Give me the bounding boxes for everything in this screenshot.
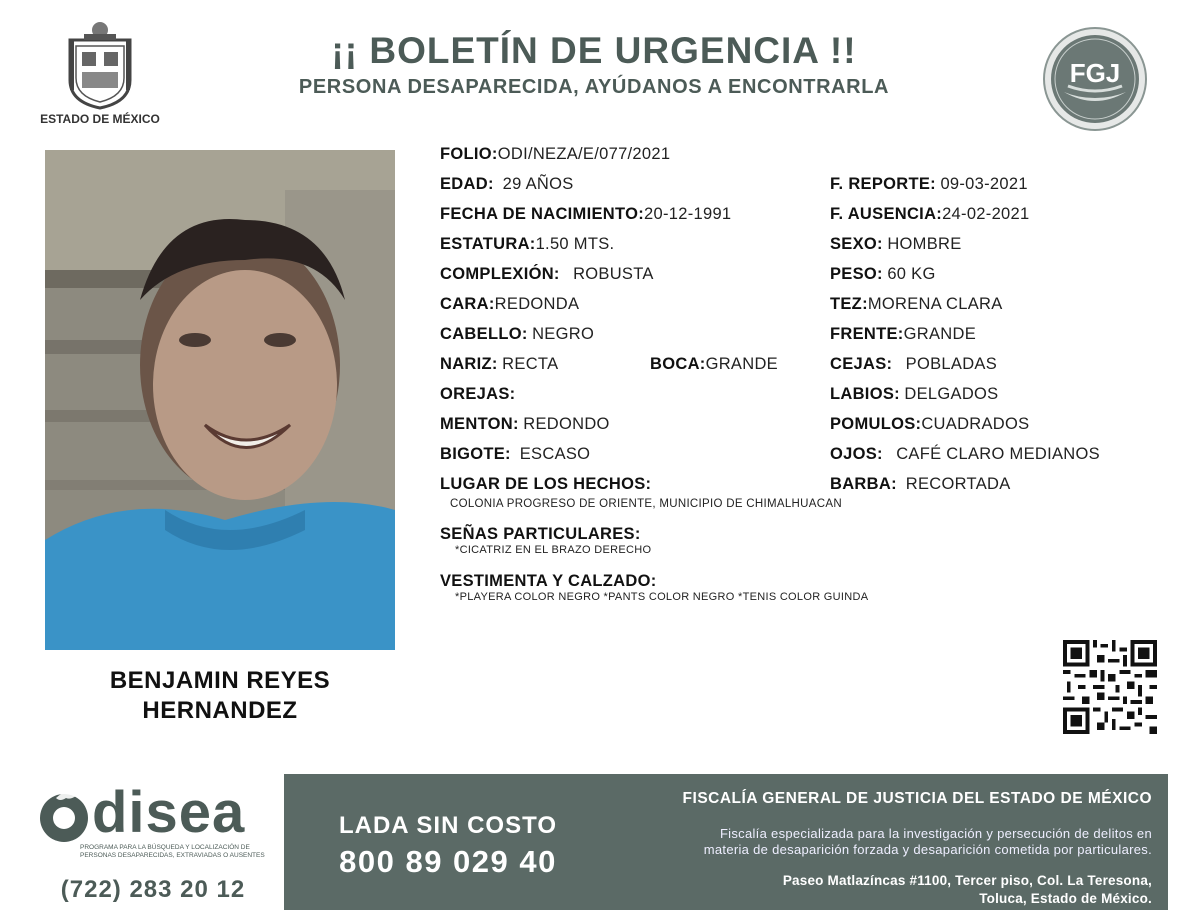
field-nariz [440, 353, 558, 375]
field-pomulos [830, 413, 1029, 435]
fgj-logo-text: FGJ [1069, 58, 1121, 88]
fgj-desc-line1: Fiscalía especializada para la investigación y persecución de delitos en [719, 826, 1152, 841]
fgj-desc-line2: materia de desaparición forzada y desaparición cometida por particulares. [703, 842, 1152, 857]
field-peso [830, 263, 936, 285]
labios-value: DELGADOS [904, 385, 999, 403]
lugar-value: COLONIA PROGRESO DE ORIENTE, MUNICIPIO DE CHIMALHUACAN [450, 498, 842, 510]
peso-value: 60 KG [887, 265, 936, 283]
address-line1: Paseo Matlazíncas #1100, Tercer piso, Col. La Teresona, [782, 873, 1152, 888]
field-menton [440, 413, 610, 435]
lugar-label: LUGAR DE LOS HECHOS: [440, 475, 652, 493]
estatura-value: 1.50 MTS. [535, 235, 615, 253]
odisea-tagline: PROGRAMA PARA LA BÚSQUEDA Y LOCALIZACIÓN DE PERSONAS DESAPARECIDAS, EXTRAVIADAS O AUSENTES [80, 844, 265, 859]
odisea-map-pin-icon [36, 788, 96, 848]
cara-value: REDONDA [494, 295, 580, 313]
fgj-footer-address [590, 872, 1152, 908]
field-bigote [440, 443, 590, 465]
fgj-footer-description [590, 826, 1152, 858]
pomulos-value: CUADRADOS [921, 415, 1030, 433]
field-frente [830, 323, 976, 345]
barba-value: RECORTADA [905, 475, 1011, 493]
person-name [45, 666, 395, 726]
field-senas-label [440, 523, 641, 545]
field-f-ausencia [830, 203, 1029, 225]
complexion-label: COMPLEXIÓN: [440, 265, 560, 283]
qr-code[interactable] [1063, 640, 1157, 734]
cabello-label: CABELLO: [440, 325, 528, 343]
menton-value: REDONDO [523, 415, 610, 433]
field-orejas [440, 383, 515, 405]
complexion-value: ROBUSTA [573, 265, 654, 283]
f-reporte-value: 09-03-2021 [940, 175, 1028, 193]
lada-phone-number[interactable]: 800 89 029 40 [339, 844, 557, 879]
fecha-nacimiento-label: FECHA DE NACIMIENTO: [440, 205, 644, 223]
boca-label: BOCA: [650, 355, 706, 373]
odisea-logo [36, 780, 276, 872]
state-logo-caption: ESTADO DE MÉXICO [40, 112, 160, 126]
cabello-value: NEGRO [532, 325, 595, 343]
nariz-value: RECTA [502, 355, 559, 373]
frente-value: GRANDE [903, 325, 977, 343]
field-folio [440, 143, 670, 165]
vestimenta-value: *PLAYERA COLOR NEGRO *PANTS COLOR NEGRO *TENIS COLOR GUINDA [455, 591, 869, 603]
lada-label: LADA SIN COSTO [338, 812, 557, 839]
senas-value: *CICATRIZ EN EL BRAZO DERECHO [455, 544, 652, 556]
folio-label: FOLIO: [440, 145, 498, 163]
labios-label: LABIOS: [830, 385, 900, 403]
field-ojos [830, 443, 1100, 465]
boca-value: GRANDE [705, 355, 778, 373]
fgj-seal-logo [1042, 26, 1148, 132]
edad-value: 29 AÑOS [502, 175, 574, 193]
field-labios [830, 383, 998, 405]
bigote-value: ESCASO [519, 445, 591, 463]
field-cara [440, 293, 579, 315]
tez-value: MORENA CLARA [867, 295, 1003, 313]
sexo-label: SEXO: [830, 235, 883, 253]
field-barba [830, 473, 1011, 495]
cejas-label: CEJAS: [830, 355, 893, 373]
folio-value: ODI/NEZA/E/077/2021 [497, 145, 671, 163]
ojos-value: CAFÉ CLARO MEDIANOS [896, 445, 1100, 463]
field-cabello [440, 323, 594, 345]
f-reporte-label: F. REPORTE: [830, 175, 936, 193]
field-cejas [830, 353, 997, 375]
field-fecha-nacimiento [440, 203, 731, 225]
barba-label: BARBA: [830, 475, 897, 493]
odisea-phone[interactable]: (722) 283 20 12 [60, 876, 246, 903]
odisea-brand: disea [92, 780, 246, 845]
tez-label: TEZ: [830, 295, 868, 313]
edad-label: EDAD: [440, 175, 494, 193]
field-complexion [440, 263, 654, 285]
field-estatura [440, 233, 614, 255]
frente-label: FRENTE: [830, 325, 904, 343]
senas-label: SEÑAS PARTICULARES: [440, 525, 641, 543]
peso-label: PESO: [830, 265, 883, 283]
orejas-label: OREJAS: [440, 385, 516, 403]
field-edad [440, 173, 574, 195]
fecha-nacimiento-value: 20-12-1991 [644, 205, 732, 223]
field-vestimenta-label [440, 570, 657, 592]
field-lugar-label [440, 473, 651, 495]
fgj-footer-title: FISCALÍA GENERAL DE JUSTICIA DEL ESTADO DE MÉXICO [682, 790, 1152, 807]
bigote-label: BIGOTE: [440, 445, 511, 463]
menton-label: MENTON: [440, 415, 519, 433]
f-ausencia-value: 24-02-2021 [942, 205, 1030, 223]
bulletin-subtitle: PERSONA DESAPARECIDA, AYÚDANOS A ENCONTRARLA [298, 76, 890, 98]
pomulos-label: POMULOS: [830, 415, 922, 433]
person-name-line1: BENJAMIN REYES [109, 667, 331, 694]
f-ausencia-label: F. AUSENCIA: [830, 205, 943, 223]
nariz-label: NARIZ: [440, 355, 498, 373]
person-name-line2: HERNANDEZ [142, 697, 298, 724]
sexo-value: HOMBRE [887, 235, 962, 253]
field-f-reporte [830, 173, 1028, 195]
ojos-label: OJOS: [830, 445, 883, 463]
field-tez [830, 293, 1003, 315]
cara-label: CARA: [440, 295, 495, 313]
field-boca [650, 353, 778, 375]
field-sexo [830, 233, 962, 255]
estatura-label: ESTATURA: [440, 235, 536, 253]
cejas-value: POBLADAS [905, 355, 998, 373]
address-line2: Toluca, Estado de México. [979, 891, 1152, 906]
bulletin-title: ¡¡ BOLETÍN DE URGENCIA !! [331, 30, 857, 71]
vestimenta-label: VESTIMENTA Y CALZADO: [440, 572, 657, 590]
missing-person-photo [45, 150, 395, 650]
